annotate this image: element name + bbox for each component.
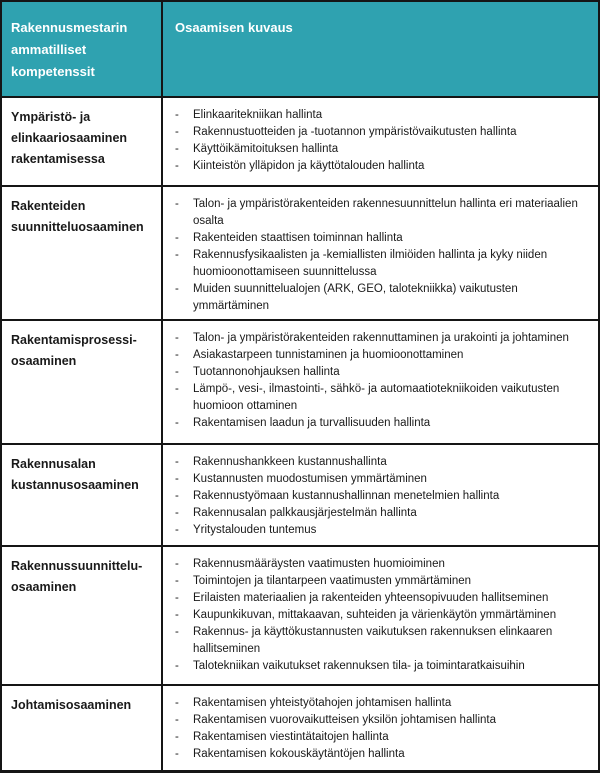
description-cell (163, 321, 598, 443)
bullet-dash: - (175, 417, 179, 429)
bullet-text: Asiakastarpeen tunnistaminen ja huomioonottaminen (193, 349, 464, 361)
competency-title: Rakennussuunnittelu-osaaminen (2, 547, 163, 684)
bullet-item (175, 381, 592, 415)
bullet-text: Rakentamisen viestintätaitojen hallinta (193, 731, 389, 743)
description-cell (163, 445, 598, 545)
bullet-text: Rakentamisen kokouskäytäntöjen hallinta (193, 748, 405, 760)
competency-title: Rakentamisprosessi-osaaminen (2, 321, 163, 443)
bullet-text: Rakennusmääräysten vaatimusten huomioiminen (193, 558, 445, 570)
bullet-text: Kiinteistön ylläpidon ja käyttötalouden hallinta (193, 160, 425, 172)
bullet-item (175, 415, 592, 432)
bullet-item (175, 729, 592, 746)
bullet-dash: - (175, 456, 179, 468)
bullet-item (175, 658, 592, 675)
bullet-dash: - (175, 697, 179, 709)
bullet-text: Talon- ja ympäristörakenteiden rakennuttaminen ja urakointi ja johtaminen (193, 332, 569, 344)
bullet-text: Talon- ja ympäristörakenteiden rakennesuunnittelun hallinta eri materiaalien osalta (193, 198, 578, 227)
bullet-dash: - (175, 507, 179, 519)
bullet-dash: - (175, 626, 179, 638)
bullet-item (175, 624, 592, 658)
bullet-text: Rakennustyömaan kustannushallinnan menetelmien hallinta (193, 490, 500, 502)
description-cell (163, 686, 598, 770)
table-row (2, 96, 598, 185)
bullet-text: Rakentamisen yhteistyötahojen johtamisen hallinta (193, 697, 452, 709)
bullet-text: Kustannusten muodostumisen ymmärtäminen (193, 473, 427, 485)
bullet-dash: - (175, 714, 179, 726)
bullet-item (175, 124, 592, 141)
bullet-text: Kaupunkikuvan, mittakaavan, suhteiden ja värienkäytön ymmärtäminen (193, 609, 557, 621)
bullet-item (175, 454, 592, 471)
bullet-text: Toimintojen ja tilantarpeen vaatimusten ymmärtäminen (193, 575, 472, 587)
description-cell (163, 547, 598, 684)
competency-title: Ympäristö- ja elinkaariosaaminen rakentamisessa (2, 98, 163, 185)
table-row (2, 319, 598, 443)
table-row (2, 545, 598, 684)
bullet-dash: - (175, 731, 179, 743)
bullet-item (175, 471, 592, 488)
bullet-item (175, 488, 592, 505)
bullet-item (175, 230, 592, 247)
bullet-text: Rakenteiden staattisen toiminnan hallinta (193, 232, 403, 244)
bullet-text: Rakennus- ja käyttökustannusten vaikutuksen rakennuksen elinkaaren hallitseminen (193, 626, 553, 655)
description-cell (163, 187, 598, 319)
bullet-dash: - (175, 609, 179, 621)
bullet-dash: - (175, 109, 179, 121)
bullet-dash: - (175, 332, 179, 344)
bullet-item (175, 573, 592, 590)
bullet-text: Tuotannonohjauksen hallinta (193, 366, 340, 378)
competency-title: Rakenteiden suunnitteluosaaminen (2, 187, 163, 319)
bullet-item (175, 364, 592, 381)
bullet-dash: - (175, 660, 179, 672)
description-cell (163, 98, 598, 185)
competency-title: Johtamisosaaminen (2, 686, 163, 770)
bullet-item (175, 107, 592, 124)
competency-title: Rakennusalan kustannusosaaminen (2, 445, 163, 545)
bullet-text: Rakentamisen laadun ja turvallisuuden hallinta (193, 417, 431, 429)
bullet-text: Lämpö-, vesi-, ilmastointi-, sähkö- ja automaatiotekniikoiden vaikutusten huomioon ottaminen (193, 383, 560, 412)
bullet-text: Rakennushankkeen kustannushallinta (193, 456, 387, 468)
table-row (2, 185, 598, 319)
bullet-item (175, 141, 592, 158)
bullet-dash: - (175, 383, 179, 395)
bullet-dash: - (175, 575, 179, 587)
bullet-item (175, 330, 592, 347)
bullet-dash: - (175, 558, 179, 570)
bullet-item (175, 590, 592, 607)
bullet-dash: - (175, 524, 179, 536)
bullet-item (175, 607, 592, 624)
bullet-dash: - (175, 473, 179, 485)
bullet-dash: - (175, 160, 179, 172)
bullet-text: Talotekniikan vaikutukset rakennuksen tila- ja toimintaratkaisuihin (193, 660, 525, 672)
bullet-item (175, 347, 592, 364)
bullet-dash: - (175, 748, 179, 760)
bullet-item (175, 247, 592, 281)
bullet-text: Rakennustuotteiden ja -tuotannon ympäristövaikutusten hallinta (193, 126, 517, 138)
bullet-item (175, 712, 592, 729)
bullet-text: Yritystalouden tuntemus (193, 524, 317, 536)
bullet-item (175, 505, 592, 522)
bullet-text: Elinkaaritekniikan hallinta (193, 109, 323, 121)
bullet-dash: - (175, 249, 179, 261)
bullet-item (175, 695, 592, 712)
bullet-dash: - (175, 349, 179, 361)
bullet-item (175, 196, 592, 230)
bullet-text: Muiden suunnittelualojen (ARK, GEO, talotekniikka) vaikutusten ymmärtäminen (193, 283, 518, 312)
bullet-text: Rakennusalan palkkausjärjestelmän hallinta (193, 507, 417, 519)
bullet-dash: - (175, 283, 179, 295)
table-row (2, 443, 598, 545)
bullet-item (175, 158, 592, 175)
bullet-dash: - (175, 490, 179, 502)
bullet-dash: - (175, 198, 179, 210)
bullet-text: Käyttöikämitoituksen hallinta (193, 143, 339, 155)
bullet-dash: - (175, 592, 179, 604)
bullet-item (175, 522, 592, 539)
bullet-text: Erilaisten materiaalien ja rakenteiden yhteensopivuuden hallitseminen (193, 592, 549, 604)
bullet-item (175, 556, 592, 573)
bullet-item (175, 281, 592, 315)
header-competencies: Rakennusmestarin ammatilliset kompetenssit (2, 2, 163, 96)
bullet-dash: - (175, 126, 179, 138)
table-row (2, 684, 598, 770)
bullet-dash: - (175, 366, 179, 378)
table-header-row (2, 2, 598, 96)
bullet-text: Rakennusfysikaalisten ja -kemiallisten ilmiöiden hallinta ja kyky niiden huomioonottamiseen suunnittelussa (193, 249, 548, 278)
bullet-item (175, 746, 592, 763)
bullet-text: Rakentamisen vuorovaikutteisen yksilön johtamisen hallinta (193, 714, 496, 726)
bullet-dash: - (175, 232, 179, 244)
header-description: Osaamisen kuvaus (175, 20, 293, 35)
bullet-dash: - (175, 143, 179, 155)
